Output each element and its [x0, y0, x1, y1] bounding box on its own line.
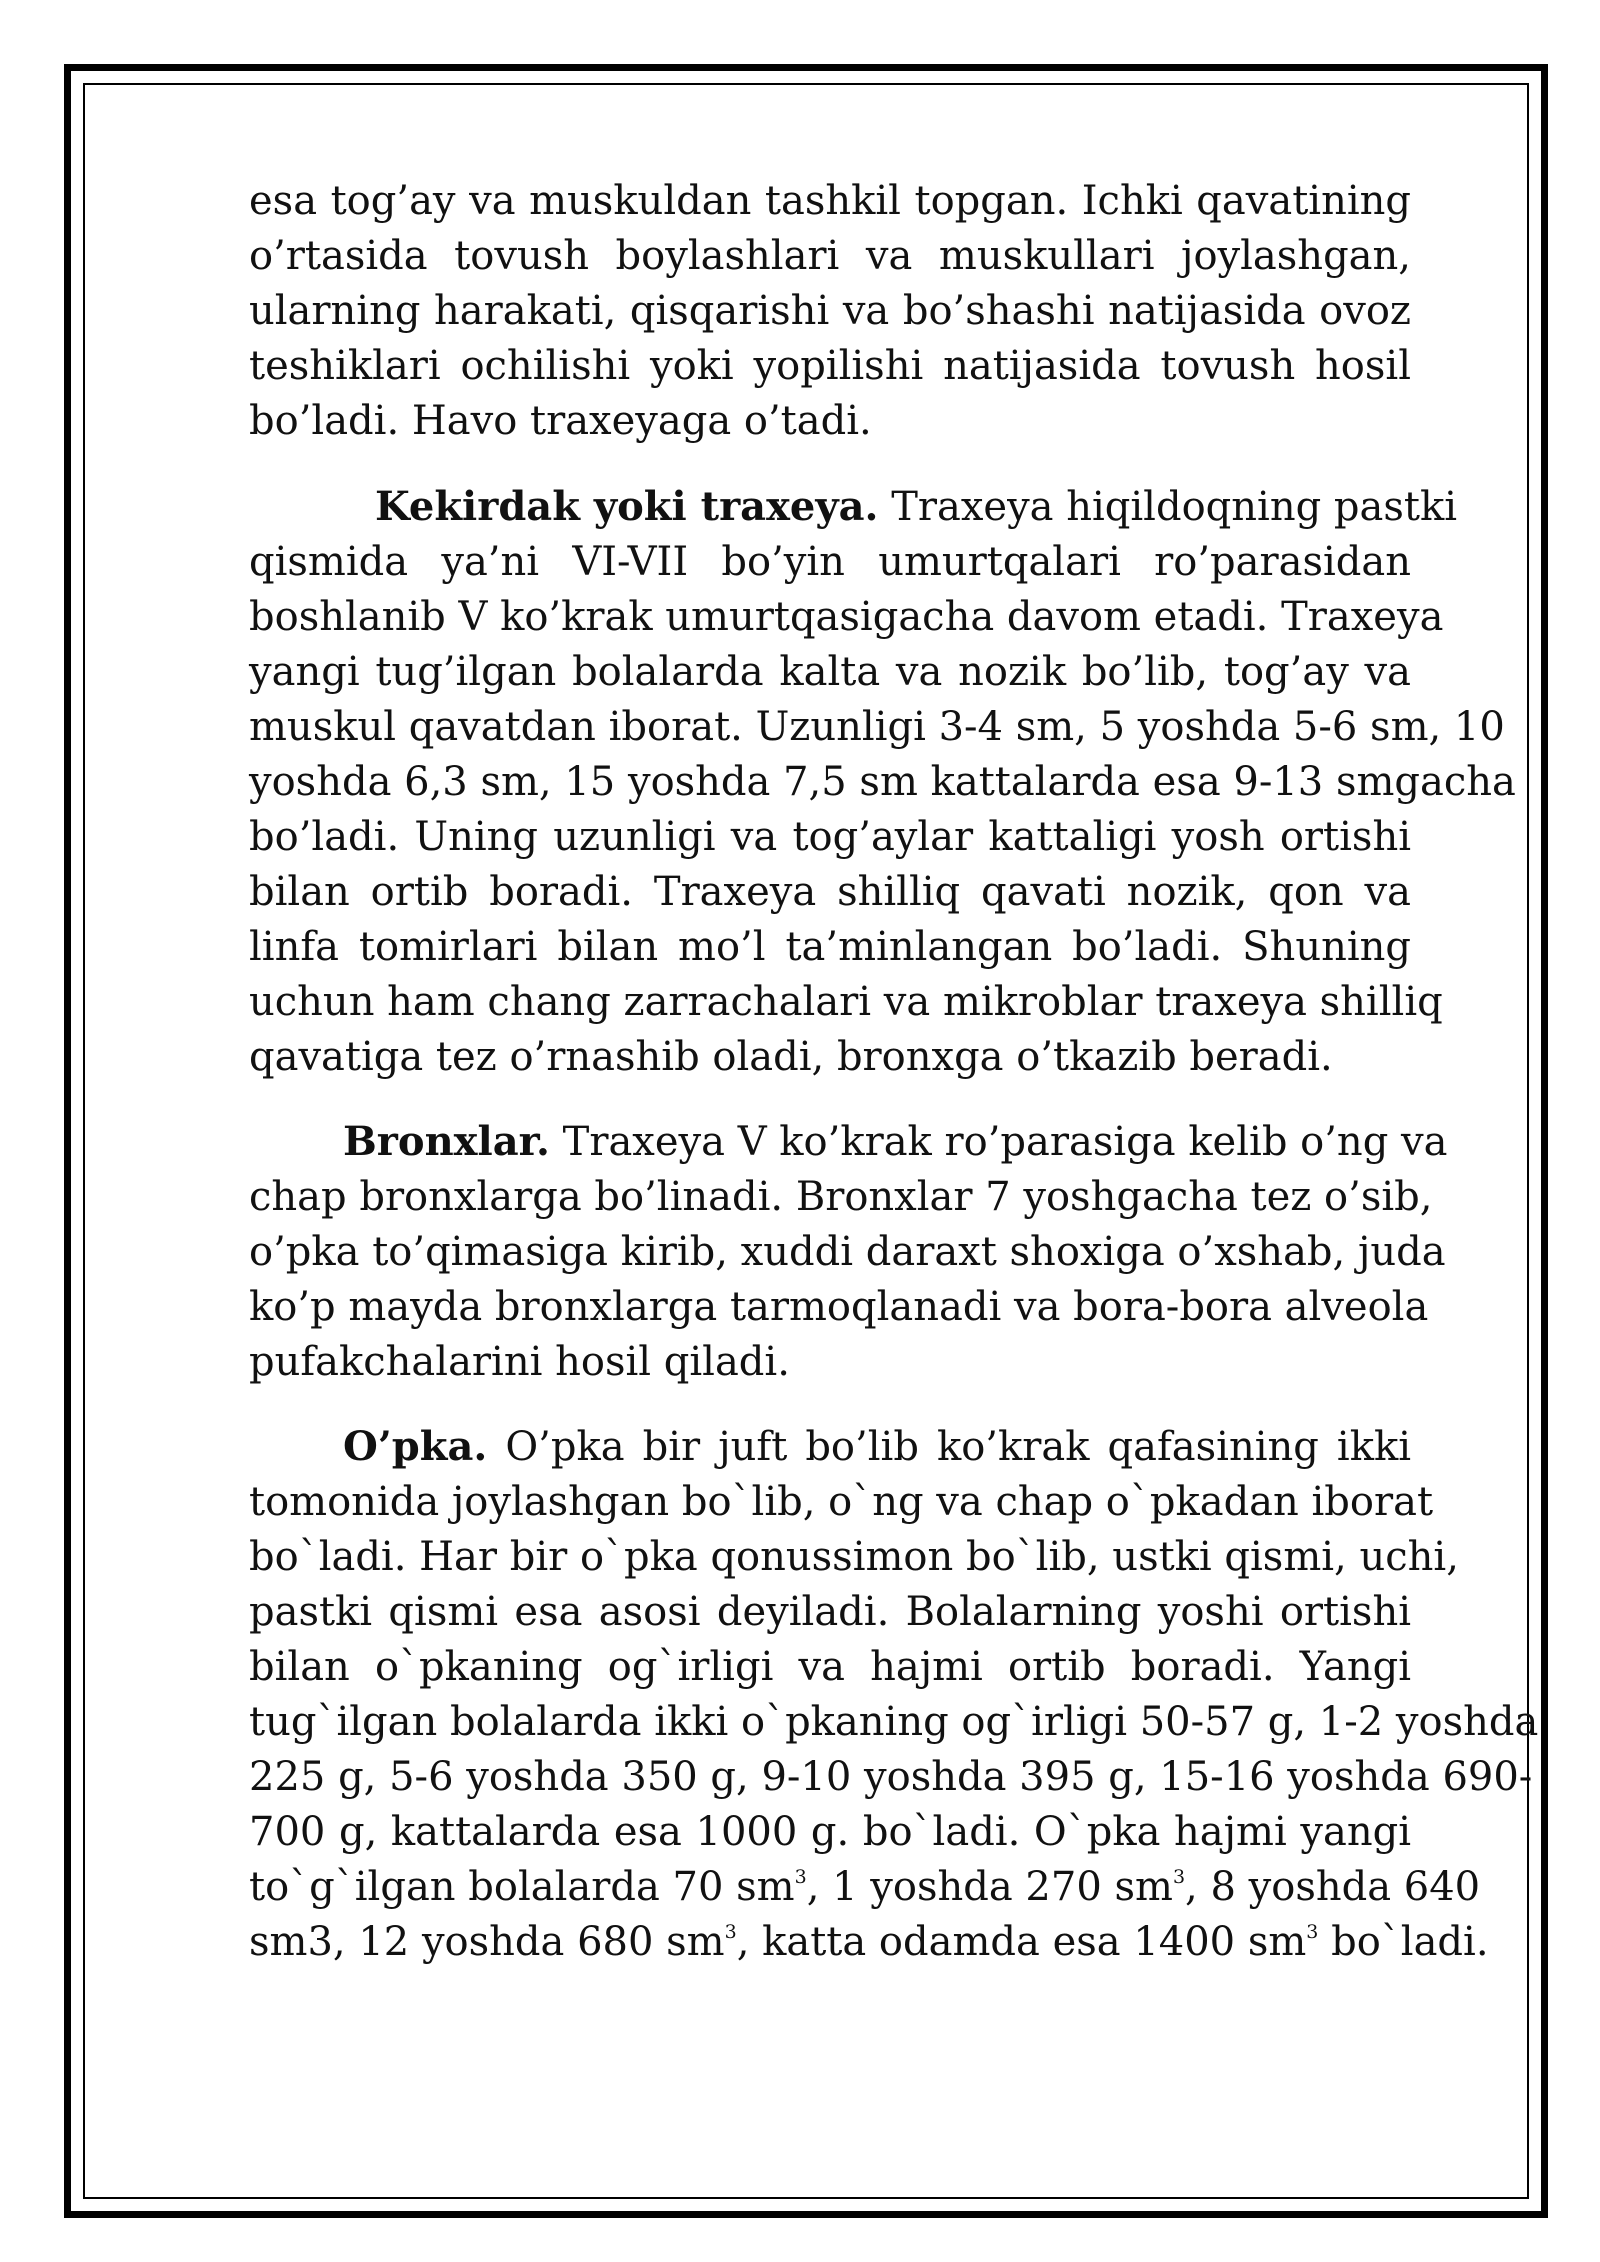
text-span: bo`ladi.	[1318, 1919, 1489, 1965]
paragraph-first-line	[343, 1116, 1448, 1168]
text-line: qavatiga tez o’rnashib oladi, bronxga o’tkazib beradi.	[249, 1034, 1333, 1080]
text-line: pastki qismi esa asosi deyiladi. Bolalarning yoshi ortishi	[249, 1589, 1411, 1635]
text-line: tomonida joylashgan bo`lib, o`ng va chap o`pkadan iborat	[249, 1479, 1434, 1525]
text-line	[249, 1916, 1489, 1968]
text-line	[249, 1861, 1481, 1913]
text-span: O’pka bir juft bo’lib ko’krak qafasining ikki	[505, 1424, 1411, 1470]
text-line: teshiklari ochilishi yoki yopilishi natijasida tovush hosil	[249, 343, 1411, 389]
text-line: tug`ilgan bolalarda ikki o`pkaning og`irligi 50-57 g, 1-2 yoshda	[249, 1699, 1539, 1745]
text-span: Traxeya V ko’krak ro’parasiga kelib o’ng va	[562, 1119, 1448, 1165]
paragraph-first-line	[343, 1421, 1411, 1473]
text-line: o’rtasida tovush boylashlari va muskullari joylashgan,	[249, 233, 1411, 279]
text-line: uchun ham chang zarrachalari va mikroblar traxeya shilliq	[249, 979, 1443, 1025]
text-line: esa tog’ay va muskuldan tashkil topgan. Ichki qavatining	[249, 178, 1411, 224]
superscript: 3	[724, 1920, 737, 1943]
text-span: to`g`ilgan bolalarda 70 sm	[249, 1864, 795, 1910]
text-line: bilan o`pkaning og`irligi va hajmi ortib boradi. Yangi	[249, 1644, 1411, 1690]
text-line: o’pka to’qimasiga kirib, xuddi daraxt shoxiga o’xshab, juda	[249, 1229, 1446, 1275]
text-line: bilan ortib boradi. Traxeya shilliq qavati nozik, qon va	[249, 869, 1411, 915]
text-line: bo’ladi. Uning uzunligi va tog’aylar kattaligi yosh ortishi	[249, 814, 1411, 860]
text-line: linfa tomirlari bilan mo’l ta’minlangan bo’ladi. Shuning	[249, 924, 1411, 970]
text-span: sm3, 12 yoshda 680 sm	[249, 1919, 725, 1965]
text-span: , katta odamda esa 1400 sm	[736, 1919, 1307, 1965]
text-line: ko’p mayda bronxlarga tarmoqlanadi va bora-bora alveola	[249, 1284, 1429, 1330]
section-heading-opka: O’pka.	[343, 1423, 488, 1470]
text-line: bo`ladi. Har bir o`pka qonussimon bo`lib, ustki qismi, uchi,	[249, 1534, 1459, 1580]
paragraph-first-line	[375, 481, 1457, 533]
text-line: 225 g, 5-6 yoshda 350 g, 9-10 yoshda 395 g, 15-16 yoshda 690-	[249, 1754, 1533, 1800]
text-line: qismida ya’ni VI-VII bo’yin umurtqalari ro’parasidan	[249, 539, 1411, 585]
text-span: , 1 yoshda 270 sm	[806, 1864, 1173, 1910]
text-line: muskul qavatdan iborat. Uzunligi 3-4 sm, 5 yoshda 5-6 sm, 10	[249, 704, 1505, 750]
text-span: , 8 yoshda 640	[1185, 1864, 1481, 1910]
section-heading-bronxlar: Bronxlar.	[343, 1118, 550, 1165]
text-line: bo’ladi. Havo traxeyaga o’tadi.	[249, 398, 872, 444]
text-line: boshlanib V ko’krak umurtqasigacha davom etadi. Traxeya	[249, 594, 1444, 640]
text-line: 700 g, kattalarda esa 1000 g. bo`ladi. O`pka hajmi yangi	[249, 1809, 1411, 1855]
text-line: pufakchalarini hosil qiladi.	[249, 1339, 790, 1385]
text-line: ularning harakati, qisqarishi va bo’shashi natijasida ovoz	[249, 288, 1411, 334]
superscript: 3	[1172, 1865, 1186, 1888]
text-line: yoshda 6,3 sm, 15 yoshda 7,5 sm kattalarda esa 9-13 smgacha	[249, 759, 1516, 805]
text-span: Traxeya hiqildoqning pastki	[891, 484, 1457, 530]
section-heading-traxeya: Kekirdak yoki traxeya.	[375, 483, 879, 530]
text-line: chap bronxlarga bo’linadi. Bronxlar 7 yoshgacha tez o’sib,	[249, 1174, 1433, 1220]
superscript: 3	[794, 1865, 807, 1888]
text-line: yangi tug’ilgan bolalarda kalta va nozik bo’lib, tog’ay va	[249, 649, 1411, 695]
superscript: 3	[1306, 1920, 1319, 1943]
